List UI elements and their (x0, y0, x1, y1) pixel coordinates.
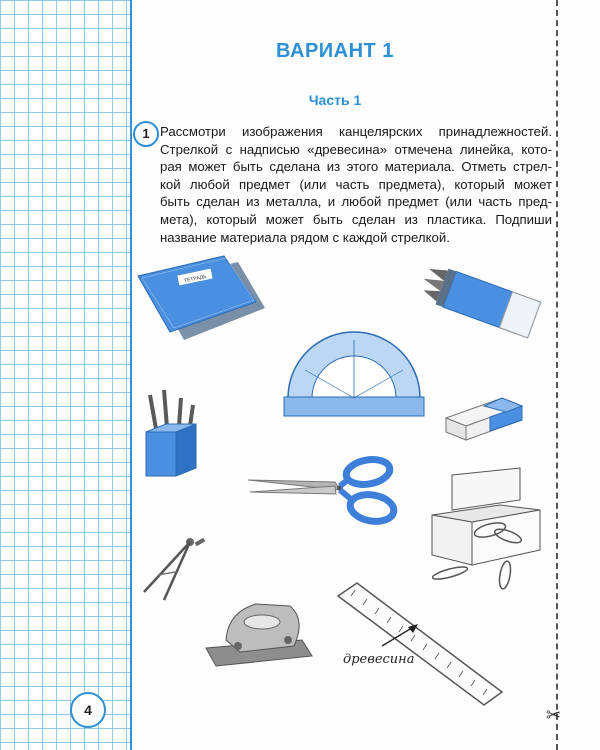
notebook-label: ТЕТРАДЬ (183, 273, 208, 285)
task-line: мета), который может быть сделан из пластика. Подпиши (160, 211, 552, 227)
wood-label: древесина (343, 652, 415, 667)
compass-illustration (144, 538, 205, 600)
task-line: рая может быть сделана из этого материала. Отметь стрел- (160, 159, 552, 175)
task-line: кой любой предмет (или часть предмета), который может (160, 176, 552, 192)
task-line: название материала рядом с каждой стрелкой. (160, 229, 450, 245)
eraser-illustration (446, 398, 522, 440)
paperclip-box-illustration (432, 468, 540, 590)
task-number: 1 (133, 121, 159, 147)
scissors-illustration (248, 456, 396, 524)
pencils-in-box-illustration (417, 262, 541, 338)
notebook-illustration (138, 256, 265, 340)
task-line: Рассмотри изображения канцелярских принадлежностей. (160, 124, 552, 139)
variant-title: ВАРИАНТ 1 (276, 40, 394, 62)
pens-in-cup-illustration (146, 390, 196, 476)
task-line: Стрелкой с надписью «древесина» отмечена линейка, кото- (160, 141, 552, 157)
protractor-illustration (284, 332, 424, 416)
scissors-icon: ✂ (546, 705, 562, 725)
page-number: 4 (70, 692, 106, 728)
hole-punch-illustration (206, 604, 312, 666)
part-heading: Часть 1 (308, 92, 362, 108)
task-line: быть сделан из металла, и любой предмет (или часть пред- (160, 194, 552, 210)
ruler-illustration (338, 583, 502, 705)
